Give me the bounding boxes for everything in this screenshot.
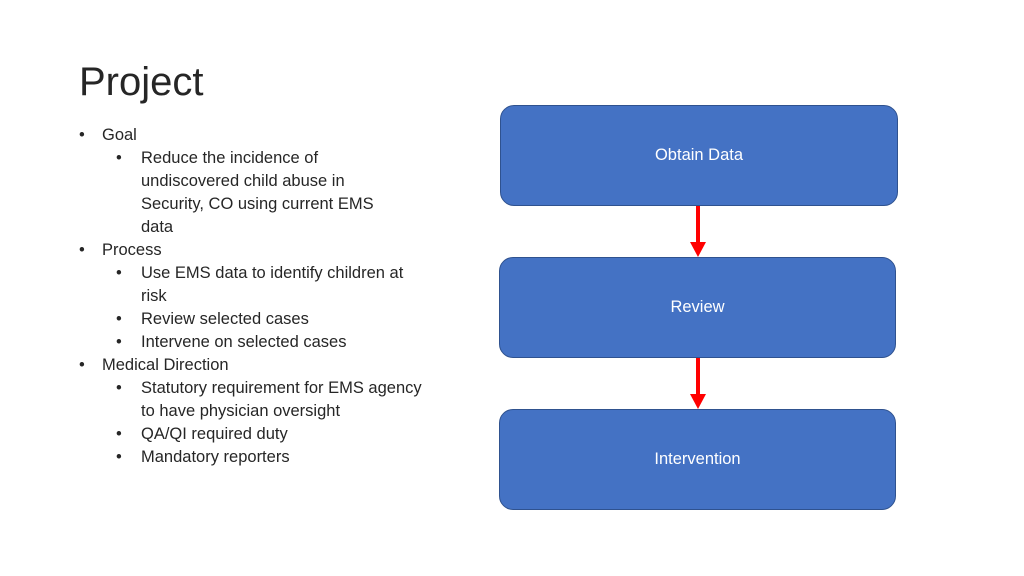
sub-bullet	[79, 308, 439, 331]
bullet-dot: •	[116, 264, 122, 282]
sub-bullet	[79, 423, 439, 446]
flow-box-review	[499, 257, 896, 358]
flow-box-intervention	[499, 409, 896, 510]
bullet-dot: •	[79, 126, 85, 144]
bullet-dot: •	[116, 379, 122, 397]
flow-box-label: Intervention	[654, 450, 741, 468]
bullet-dot: •	[116, 448, 122, 466]
bullet-list	[79, 124, 439, 469]
bullet-dot: •	[116, 425, 122, 443]
sub-bullet	[79, 147, 401, 239]
sub-bullet-text: Statutory requirement for EMS agency to have physician oversight	[141, 379, 422, 420]
sub-bullet	[79, 377, 431, 423]
bullet-text: Medical Direction	[102, 356, 229, 374]
flow-box-label: Obtain Data	[654, 146, 744, 164]
sub-bullet-text: Review selected cases	[141, 310, 309, 328]
flow-arrow-2	[690, 358, 706, 409]
bullet-process	[79, 239, 439, 262]
sub-bullet	[79, 262, 421, 308]
flow-arrow-1	[690, 206, 706, 257]
bullet-goal	[79, 124, 439, 147]
bullet-dot: •	[116, 333, 122, 351]
flow-box-obtain-data	[500, 105, 898, 206]
sub-bullet	[79, 446, 439, 469]
sub-bullet-text: Use EMS data to identify children at risk	[141, 264, 404, 305]
bullet-dot: •	[79, 356, 85, 374]
sub-bullet-text: QA/QI required duty	[141, 425, 288, 443]
bullet-text: Process	[102, 241, 162, 259]
bullet-dot: •	[116, 310, 122, 328]
bullet-dot: •	[116, 149, 122, 167]
sub-bullet	[79, 331, 439, 354]
sub-bullet-text: Reduce the incidence of undiscovered child abuse in Security, CO using current EMS data	[141, 149, 374, 236]
flow-box-label: Review	[670, 298, 725, 316]
bullet-text: Goal	[102, 126, 137, 144]
sub-bullet-text: Intervene on selected cases	[141, 333, 347, 351]
slide-title: Project	[79, 60, 204, 104]
bullet-dot: •	[79, 241, 85, 259]
bullet-medical-direction	[79, 354, 439, 377]
sub-bullet-text: Mandatory reporters	[141, 448, 290, 466]
